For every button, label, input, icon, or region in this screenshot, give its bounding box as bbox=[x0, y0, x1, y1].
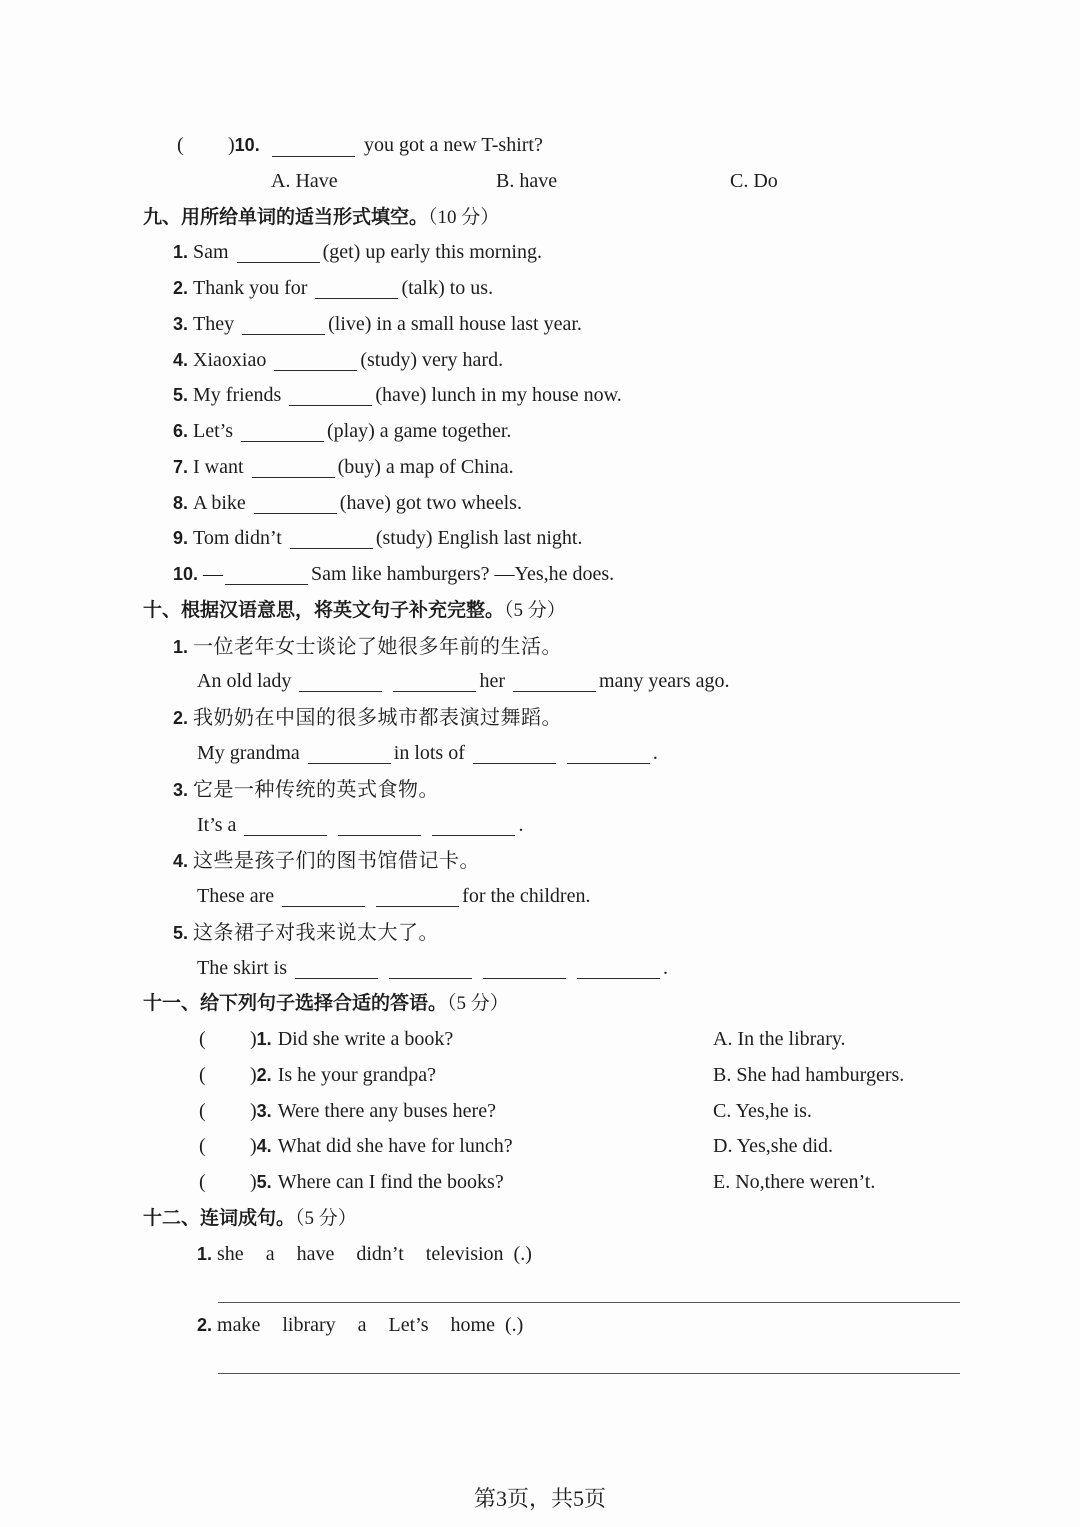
fill-blank bbox=[473, 763, 556, 764]
item-text-after: (have) got two wheels. bbox=[339, 491, 522, 514]
section-title: 九、用所给单词的适当形式填空。 bbox=[143, 205, 429, 228]
question-10-row bbox=[0, 128, 1080, 164]
item-number: 1. bbox=[173, 636, 189, 657]
item-number: 2. bbox=[256, 1064, 272, 1085]
list-item bbox=[0, 307, 1080, 343]
item-number: 6. bbox=[173, 421, 189, 442]
sentence-part: It’s a bbox=[197, 813, 237, 836]
fill-blank bbox=[290, 548, 373, 549]
sentence-part: for the children. bbox=[462, 885, 591, 908]
word: (.) bbox=[504, 1314, 524, 1337]
item-number: 5. bbox=[256, 1172, 272, 1193]
section-10-heading bbox=[0, 593, 1080, 629]
english-sentence bbox=[0, 664, 1080, 700]
fill-blank bbox=[513, 691, 596, 692]
option-a: A. Have bbox=[271, 169, 338, 192]
answer-paren-open: ( bbox=[199, 1099, 206, 1122]
chinese-prompt bbox=[0, 772, 1080, 808]
chinese-prompt bbox=[0, 915, 1080, 951]
item-number: 1. bbox=[256, 1029, 272, 1050]
item-number: 2. bbox=[197, 1315, 213, 1336]
matching-row bbox=[0, 1022, 1080, 1058]
list-item bbox=[0, 235, 1080, 271]
item-text-after: (study) very hard. bbox=[360, 348, 504, 371]
question-number: 10. bbox=[234, 135, 260, 155]
chinese-prompt bbox=[0, 629, 1080, 665]
item-text-before: Let’s bbox=[193, 420, 234, 443]
answer-option: B. She had hamburgers. bbox=[713, 1063, 905, 1086]
item-text-before: Xiaoxiao bbox=[193, 348, 267, 371]
list-item bbox=[0, 271, 1080, 307]
fill-blank bbox=[282, 906, 365, 907]
item-text-after: (play) a game together. bbox=[327, 420, 512, 443]
item-number: 3. bbox=[173, 313, 189, 334]
answer-option: A. In the library. bbox=[713, 1028, 846, 1051]
section-score: （5 分） bbox=[447, 993, 509, 1015]
fill-blank bbox=[295, 978, 378, 979]
answer-paren-open: ( bbox=[199, 1063, 206, 1086]
word: Let’s bbox=[388, 1314, 429, 1337]
chinese-sentence: 它是一种传统的英式食物。 bbox=[193, 776, 440, 801]
answer-option: C. Yes,he is. bbox=[713, 1099, 812, 1122]
fill-blank bbox=[315, 298, 398, 299]
sentence-part: . bbox=[518, 813, 524, 836]
answer-option: D. Yes,she did. bbox=[713, 1135, 834, 1158]
answer-line bbox=[218, 1373, 960, 1374]
matching-row bbox=[0, 1129, 1080, 1165]
item-text-after: (buy) a map of China. bbox=[337, 455, 514, 478]
item-number: 1. bbox=[173, 242, 189, 263]
question-text: you got a new T-shirt? bbox=[364, 134, 543, 156]
word: home bbox=[450, 1314, 495, 1337]
sentence-part: many years ago. bbox=[598, 670, 730, 693]
item-number: 3. bbox=[173, 779, 189, 800]
matching-row bbox=[0, 1058, 1080, 1094]
section-score: （5 分） bbox=[504, 599, 566, 621]
sentence-part: My grandma bbox=[197, 742, 300, 765]
question-10-options bbox=[0, 164, 1080, 200]
chinese-sentence: 这些是孩子们的图书馆借记卡。 bbox=[193, 848, 481, 873]
item-text-before: They bbox=[193, 312, 235, 335]
answer-paren-open: ( bbox=[199, 1028, 206, 1051]
list-item bbox=[0, 486, 1080, 522]
section-title: 十、根据汉语意思，将英文句子补充完整。 bbox=[143, 598, 505, 621]
item-text-after: Sam like hamburgers? —Yes,he does. bbox=[311, 563, 615, 586]
fill-blank bbox=[393, 691, 476, 692]
fill-blank bbox=[289, 405, 372, 406]
worksheet-content bbox=[0, 128, 1080, 1380]
english-sentence bbox=[0, 808, 1080, 844]
fill-blank bbox=[338, 835, 421, 836]
item-text-before: Sam bbox=[193, 241, 229, 264]
option-c: C. Do bbox=[730, 169, 778, 192]
answer-paren-open: ( bbox=[177, 134, 184, 156]
option-b: B. have bbox=[496, 169, 558, 192]
fill-blank bbox=[272, 156, 355, 157]
item-number: 2. bbox=[173, 708, 189, 729]
section-score: （10 分） bbox=[428, 206, 500, 228]
word: make bbox=[217, 1314, 261, 1337]
section-12-heading bbox=[0, 1201, 1080, 1237]
item-text-after: (live) in a small house last year. bbox=[328, 312, 582, 335]
fill-blank bbox=[483, 978, 566, 979]
sentence-part: These are bbox=[197, 885, 275, 908]
question-text: Where can I find the books? bbox=[277, 1171, 504, 1194]
question-text: Were there any buses here? bbox=[277, 1099, 496, 1122]
fill-blank bbox=[389, 978, 472, 979]
answer-paren-close: ) bbox=[228, 134, 235, 156]
item-number: 5. bbox=[173, 385, 189, 406]
fill-blank bbox=[254, 513, 337, 514]
word: didn’t bbox=[356, 1242, 404, 1265]
section-9-heading bbox=[0, 200, 1080, 236]
sentence-part: . bbox=[663, 956, 668, 979]
item-text-after: (talk) to us. bbox=[401, 277, 494, 300]
chinese-sentence: 我奶奶在中国的很多城市都表演过舞蹈。 bbox=[193, 705, 563, 730]
sentence-part: her bbox=[479, 670, 505, 693]
english-sentence bbox=[0, 951, 1080, 987]
question-group bbox=[250, 1058, 436, 1094]
answer-paren-open: ( bbox=[199, 1135, 206, 1158]
fill-blank bbox=[432, 835, 515, 836]
fill-blank bbox=[225, 584, 308, 585]
sentence-part: . bbox=[652, 742, 658, 765]
list-item bbox=[0, 343, 1080, 379]
question-group bbox=[250, 1022, 453, 1058]
section-title: 十二、连词成句。 bbox=[143, 1206, 296, 1229]
fill-blank bbox=[376, 906, 459, 907]
question-number-group bbox=[228, 128, 265, 164]
item-number: 4. bbox=[173, 349, 189, 370]
section-score: （5 分） bbox=[295, 1207, 357, 1229]
question-group bbox=[250, 1129, 513, 1165]
question-group bbox=[250, 1165, 504, 1201]
word: television bbox=[425, 1242, 504, 1265]
fill-blank bbox=[244, 835, 327, 836]
list-item bbox=[0, 557, 1080, 593]
chinese-sentence: 这条裙子对我来说太大了。 bbox=[193, 919, 440, 944]
word: (.) bbox=[513, 1242, 532, 1265]
item-number: 3. bbox=[256, 1100, 272, 1121]
word-order-item bbox=[0, 1237, 1080, 1273]
item-text-after: (have) lunch in my house now. bbox=[375, 384, 622, 407]
item-number: 9. bbox=[173, 528, 189, 549]
fill-blank bbox=[567, 763, 650, 764]
answer-line-row bbox=[0, 1273, 1080, 1309]
matching-row bbox=[0, 1094, 1080, 1130]
item-number: 1. bbox=[197, 1243, 213, 1264]
fill-blank bbox=[299, 691, 382, 692]
list-item bbox=[0, 521, 1080, 557]
english-sentence bbox=[0, 879, 1080, 915]
item-number: 2. bbox=[173, 278, 189, 299]
item-text-before: My friends bbox=[193, 384, 282, 407]
chinese-prompt bbox=[0, 700, 1080, 736]
sentence-part: An old lady bbox=[197, 670, 292, 693]
sentence-part: in lots of bbox=[393, 742, 465, 765]
answer-paren-close: ) bbox=[250, 1171, 257, 1194]
word: library bbox=[282, 1314, 336, 1337]
item-number: 4. bbox=[256, 1136, 272, 1157]
sentence-part: The skirt is bbox=[197, 956, 287, 979]
answer-paren-close: ) bbox=[250, 1135, 257, 1158]
fill-blank bbox=[241, 441, 324, 442]
item-number: 7. bbox=[173, 456, 189, 477]
answer-line-row bbox=[0, 1344, 1080, 1380]
word: she bbox=[217, 1242, 244, 1265]
fill-blank bbox=[308, 763, 391, 764]
fill-blank bbox=[237, 262, 320, 263]
fill-blank bbox=[274, 370, 357, 371]
word-order-item bbox=[0, 1308, 1080, 1344]
item-number: 10. bbox=[173, 564, 199, 585]
question-text: Is he your grandpa? bbox=[277, 1063, 436, 1086]
page-number: 第3页，共5页 bbox=[473, 1486, 606, 1511]
item-text-before: Tom didn’t bbox=[193, 527, 282, 550]
fill-blank bbox=[252, 477, 335, 478]
item-number: 8. bbox=[173, 492, 189, 513]
answer-line bbox=[218, 1302, 960, 1303]
section-11-heading bbox=[0, 986, 1080, 1022]
item-text-before: Thank you for bbox=[193, 277, 308, 300]
item-text-after: (study) English last night. bbox=[375, 527, 583, 550]
answer-paren-close: ) bbox=[250, 1028, 257, 1051]
item-text-before: A bike bbox=[193, 491, 246, 514]
question-text: What did she have for lunch? bbox=[277, 1135, 513, 1158]
question-text: Did she write a book? bbox=[277, 1028, 454, 1051]
fill-blank bbox=[242, 334, 325, 335]
word: a bbox=[265, 1242, 275, 1265]
chinese-prompt bbox=[0, 843, 1080, 879]
list-item bbox=[0, 450, 1080, 486]
item-number: 4. bbox=[173, 851, 189, 872]
english-sentence bbox=[0, 736, 1080, 772]
answer-paren-close: ) bbox=[250, 1099, 257, 1122]
item-text-before: I want bbox=[193, 455, 244, 478]
answer-paren-open: ( bbox=[199, 1171, 206, 1194]
word: a bbox=[357, 1314, 367, 1337]
word: have bbox=[296, 1242, 335, 1265]
fill-blank bbox=[577, 978, 660, 979]
matching-row bbox=[0, 1165, 1080, 1201]
list-item bbox=[0, 378, 1080, 414]
question-group bbox=[250, 1094, 496, 1130]
list-item bbox=[0, 414, 1080, 450]
answer-option: E. No,there weren’t. bbox=[713, 1171, 876, 1194]
chinese-sentence: 一位老年女士谈论了她很多年前的生活。 bbox=[193, 633, 563, 658]
item-text-before: — bbox=[203, 563, 224, 586]
item-text-after: (get) up early this morning. bbox=[322, 241, 542, 264]
section-title: 十一、给下列句子选择合适的答语。 bbox=[143, 992, 448, 1015]
item-number: 5. bbox=[173, 922, 189, 943]
answer-paren-close: ) bbox=[250, 1063, 257, 1086]
